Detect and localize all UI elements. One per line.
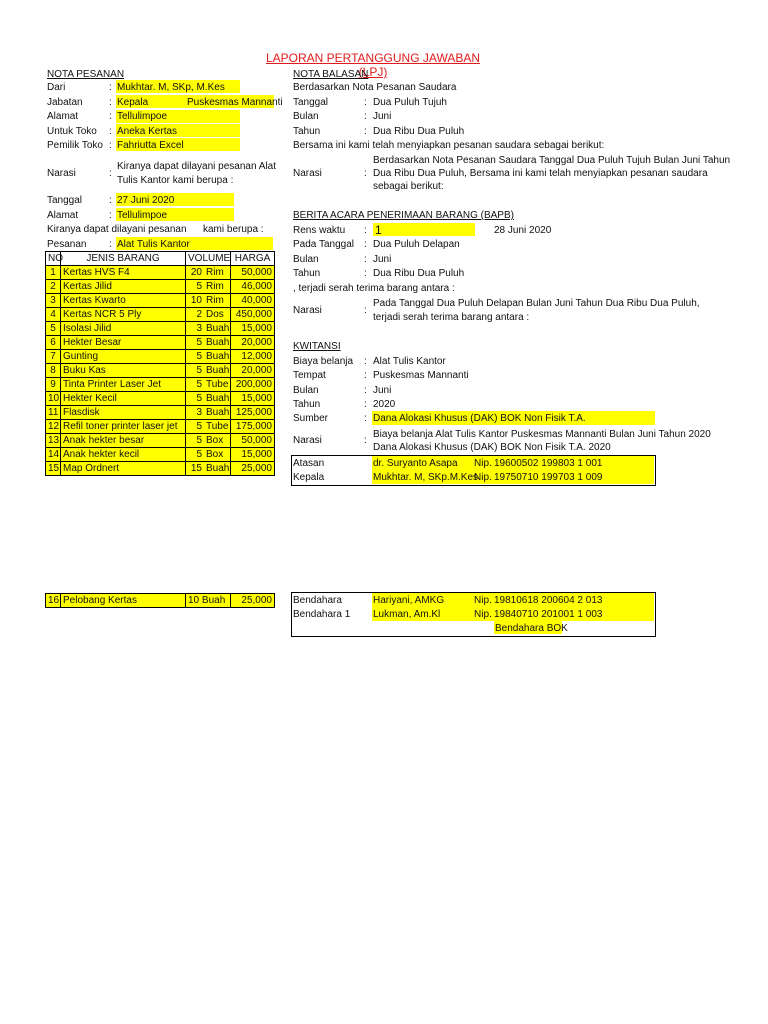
balasan-label: Bulan xyxy=(293,111,319,122)
balasan-narasi-line: Dua Ribu Dua Puluh, Bersama ini kami telah menyiapkan pesanan saudara xyxy=(373,168,708,179)
colon: : xyxy=(109,126,112,137)
signature-nip: 19750710 199703 1 009 xyxy=(494,472,603,483)
cell-no: 11 xyxy=(46,406,61,420)
cell-unit: Buah xyxy=(206,337,230,348)
field-value-jabatan: Kepala xyxy=(117,97,149,108)
signature-role: Bendahara 1 xyxy=(293,609,351,620)
cell-qty: 10 xyxy=(190,295,202,306)
cell-harga: 15,000 xyxy=(231,392,275,406)
cell-no: 16 xyxy=(46,594,61,608)
table-row xyxy=(46,266,275,280)
kwitansi-label: Sumber xyxy=(293,413,329,424)
cell-jenis-barang: Isolasi Jilid xyxy=(61,322,186,336)
narasi-line: Tulis Kantor kami berupa : xyxy=(117,175,234,186)
table-row xyxy=(46,448,275,462)
colon: : xyxy=(364,97,367,108)
rens-label: Rens waktu xyxy=(293,225,346,236)
cell-volume xyxy=(186,350,231,364)
rens-date: 28 Juni 2020 xyxy=(494,225,552,236)
cell-volume xyxy=(186,280,231,294)
colon: : xyxy=(364,413,367,424)
cell-jenis-barang: Refil toner printer laser jet xyxy=(61,420,186,434)
field-label-dari: Dari xyxy=(47,82,66,93)
cell-unit: Buah xyxy=(206,351,230,362)
cell-harga: 20,000 xyxy=(231,364,275,378)
header-no: NO xyxy=(46,252,61,266)
cell-jenis-barang: Kertas HVS F4 xyxy=(61,266,186,280)
table-row xyxy=(46,594,275,608)
cell-harga: 25,000 xyxy=(231,594,275,608)
cell-qty: 20 xyxy=(190,267,202,278)
bapb-value: Juni xyxy=(373,254,392,265)
signature-nip-label: Nip. xyxy=(474,609,492,620)
cell-jenis-barang: Kertas Kwarto xyxy=(61,294,186,308)
cell-no: 15 xyxy=(46,462,61,476)
cell-no: 6 xyxy=(46,336,61,350)
cell-harga: 15,000 xyxy=(231,322,275,336)
bapb-value: Dua Ribu Dua Puluh xyxy=(373,268,465,279)
cell-harga: 20,000 xyxy=(231,336,275,350)
cell-qty: 5 xyxy=(196,421,202,432)
signature-nip: 19600502 199803 1 001 xyxy=(494,458,603,469)
bapb-heading: BERITA ACARA PENERIMAAN BARANG (BAPB) xyxy=(293,210,514,221)
signature-name: Lukman, Am.Kl xyxy=(373,609,441,620)
cell-volume xyxy=(186,266,231,280)
signature-nip-label: Nip. xyxy=(474,458,492,469)
colon: : xyxy=(109,111,112,122)
cell-volume xyxy=(186,462,231,476)
items-table xyxy=(45,251,275,476)
cell-unit: Buah xyxy=(201,595,226,606)
table-header-row xyxy=(46,252,275,266)
balasan-narasi-label: Narasi xyxy=(293,168,322,179)
kwitansi-label: Biaya belanja xyxy=(293,356,354,367)
cell-jenis-barang: Kertas Jilid xyxy=(61,280,186,294)
field-value-jabatan-extra: Puskesmas Mannanti xyxy=(187,97,283,108)
cell-harga: 15,000 xyxy=(231,448,275,462)
cell-jenis-barang: Kertas NCR 5 Ply xyxy=(61,308,186,322)
cell-jenis-barang: Buku Kas xyxy=(61,364,186,378)
signature-name: Mukhtar. M, SKp.M.Kes xyxy=(373,472,479,483)
cell-volume xyxy=(186,294,231,308)
cell-unit: Buah xyxy=(206,463,230,474)
colon: : xyxy=(109,195,112,206)
cell-no: 2 xyxy=(46,280,61,294)
tanggal-value: 27 Juni 2020 xyxy=(117,195,175,206)
signature-role: Kepala xyxy=(293,472,325,483)
table-row xyxy=(46,294,275,308)
bapb-label: Bulan xyxy=(293,254,319,265)
bapb-serah: , terjadi serah terima barang antara : xyxy=(293,283,455,294)
cell-jenis-barang: Hekter Kecil xyxy=(61,392,186,406)
cell-unit: Buah xyxy=(206,407,230,418)
cell-volume xyxy=(186,322,231,336)
cell-no: 10 xyxy=(46,392,61,406)
kwitansi-label: Tempat xyxy=(293,370,326,381)
table-row xyxy=(46,406,275,420)
signature-role: Bendahara xyxy=(293,595,342,606)
cell-volume xyxy=(186,364,231,378)
cell-qty: 5 xyxy=(196,435,202,446)
table-row xyxy=(46,420,275,434)
cell-volume xyxy=(186,378,231,392)
signature-nip: 19840710 201001 1 003 xyxy=(494,609,603,620)
alamat-value: Tellulimpoe xyxy=(117,210,168,221)
colon: : xyxy=(109,168,112,179)
kwitansi-value: 2020 xyxy=(373,399,396,410)
colon: : xyxy=(364,111,367,122)
cell-jenis-barang: Hekter Besar xyxy=(61,336,186,350)
cell-harga: 175,000 xyxy=(231,420,275,434)
nota-balasan-intro: Berdasarkan Nota Pesanan Saudara xyxy=(293,82,457,93)
kwitansi-narasi-line: Biaya belanja Alat Tulis Kantor Puskesmas Mannanti Bulan Juni Tahun 2020 xyxy=(373,429,711,440)
table-row xyxy=(46,308,275,322)
kwitansi-narasi-line: Dana Alokasi Khusus (DAK) BOK Non Fisik T.A. 2020 xyxy=(373,442,611,453)
cell-harga: 46,000 xyxy=(231,280,275,294)
cell-qty: 2 xyxy=(196,309,202,320)
signature-name: dr. Suryanto Asapa xyxy=(373,458,458,469)
balasan-value: Dua Ribu Dua Puluh xyxy=(373,126,465,137)
kwitansi-value: Dana Alokasi Khusus (DAK) BOK Non Fisik T.A. xyxy=(373,413,586,424)
cell-volume xyxy=(186,336,231,350)
cell-no: 5 xyxy=(46,322,61,336)
cell-jenis-barang: Map Ordnert xyxy=(61,462,186,476)
cell-qty: 5 xyxy=(196,393,202,404)
nota-pesanan-heading: NOTA PESANAN xyxy=(47,69,125,80)
bapb-value: Dua Puluh Delapan xyxy=(373,239,460,250)
colon: : xyxy=(109,82,112,93)
colon: : xyxy=(364,399,367,410)
field-value-untuk-toko: Aneka Kertas xyxy=(117,126,178,137)
cell-harga: 50,000 xyxy=(231,434,275,448)
balasan-narasi-line: Berdasarkan Nota Pesanan Saudara Tanggal Dua Puluh Tujuh Bulan Juni Tahun xyxy=(373,155,731,166)
cell-harga: 200,000 xyxy=(231,378,275,392)
signature-nip: 19810618 200604 2 013 xyxy=(494,595,603,606)
balasan-value: Dua Puluh Tujuh xyxy=(373,97,447,108)
colon: : xyxy=(364,435,367,446)
cell-harga: 25,000 xyxy=(231,462,275,476)
cell-volume xyxy=(186,392,231,406)
cell-harga: 50,000 xyxy=(231,266,275,280)
cell-volume xyxy=(186,594,231,608)
table-row xyxy=(46,364,275,378)
bapb-narasi-label: Narasi xyxy=(293,305,322,316)
colon: : xyxy=(109,239,112,250)
cell-unit: Box xyxy=(206,435,224,446)
kwitansi-label: Tahun xyxy=(293,399,321,410)
table-row xyxy=(46,336,275,350)
cell-qty: 5 xyxy=(196,449,202,460)
colon: : xyxy=(109,140,112,151)
cell-no: 8 xyxy=(46,364,61,378)
nota-balasan-heading: NOTA BALASAN xyxy=(293,69,369,80)
tanggal-label: Tanggal xyxy=(47,195,83,206)
signature-nip-label: Nip. xyxy=(474,595,492,606)
field-label-untuk-toko: Untuk Toko xyxy=(47,126,97,137)
cell-no: 4 xyxy=(46,308,61,322)
table-row xyxy=(46,378,275,392)
cell-no: 7 xyxy=(46,350,61,364)
colon: : xyxy=(364,254,367,265)
cell-jenis-barang: Tinta Printer Laser Jet xyxy=(61,378,186,392)
cell-unit: Box xyxy=(206,449,224,460)
narasi-label: Narasi xyxy=(47,168,76,179)
colon: : xyxy=(364,168,367,179)
rens-value: 1 xyxy=(375,223,382,237)
cell-volume xyxy=(186,308,231,322)
cell-harga: 125,000 xyxy=(231,406,275,420)
kwitansi-value: Alat Tulis Kantor xyxy=(373,356,446,367)
header-volume: VOLUME xyxy=(186,252,231,266)
balasan-value: Juni xyxy=(373,111,392,122)
balasan-label: Tanggal xyxy=(293,97,329,108)
bapb-label: Tahun xyxy=(293,268,321,279)
field-label-jabatan: Jabatan xyxy=(47,97,83,108)
cell-unit: Buah xyxy=(206,365,230,376)
cell-unit: Dos xyxy=(206,309,224,320)
cell-harga: 450,000 xyxy=(231,308,275,322)
bapb-label: Pada Tanggal xyxy=(293,239,354,250)
cell-unit: Tube xyxy=(206,379,229,390)
cell-qty: 5 xyxy=(196,281,202,292)
balasan-narasi-line: sebagai berikut: xyxy=(373,181,444,192)
cell-no: 14 xyxy=(46,448,61,462)
cell-volume xyxy=(186,434,231,448)
signature-nip-label: Nip. xyxy=(474,472,492,483)
table-row xyxy=(46,392,275,406)
items-table-extra xyxy=(45,593,275,608)
field-value-pemilik-toko: Fahriutta Excel xyxy=(117,140,184,151)
kwitansi-value: Juni xyxy=(373,385,392,396)
field-label-alamat: Alamat xyxy=(47,111,79,122)
header-harga: HARGA xyxy=(231,252,275,266)
highlight xyxy=(373,223,475,236)
colon: : xyxy=(364,385,367,396)
bapb-narasi-line: Pada Tanggal Dua Puluh Delapan Bulan Juni Tahun Dua Ribu Dua Puluh, xyxy=(373,298,700,309)
cell-qty: 5 xyxy=(196,365,202,376)
cell-no: 3 xyxy=(46,294,61,308)
table-row xyxy=(46,350,275,364)
colon: : xyxy=(364,225,367,236)
cell-unit: Rim xyxy=(206,295,224,306)
cell-unit: Buah xyxy=(206,393,230,404)
cell-qty: 15 xyxy=(190,463,202,474)
cell-unit: Buah xyxy=(206,323,230,334)
colon: : xyxy=(364,268,367,279)
pesanan-label: Pesanan xyxy=(47,239,87,250)
table-row xyxy=(46,434,275,448)
cell-qty: 5 xyxy=(196,337,202,348)
pesanan-value: Alat Tulis Kantor xyxy=(117,239,190,250)
cell-volume xyxy=(186,420,231,434)
kwitansi-narasi-label: Narasi xyxy=(293,435,322,446)
colon: : xyxy=(364,370,367,381)
cell-volume xyxy=(186,448,231,462)
bendahara-bok-label: Bendahara BOK xyxy=(495,623,568,634)
alamat-label: Alamat xyxy=(47,210,79,221)
cell-jenis-barang: Anak hekter besar xyxy=(61,434,186,448)
balasan-bersama: Bersama ini kami telah menyiapkan pesanan saudara sebagai berikut: xyxy=(293,140,605,151)
bapb-narasi-line: terjadi serah terima barang antara : xyxy=(373,312,530,323)
cell-jenis-barang: Gunting xyxy=(61,350,186,364)
colon: : xyxy=(109,210,112,221)
cell-no: 9 xyxy=(46,378,61,392)
field-label-pemilik-toko: Pemilik Toko xyxy=(47,140,103,151)
cell-harga: 40,000 xyxy=(231,294,275,308)
balasan-label: Tahun xyxy=(293,126,321,137)
kiranya-text-2: kami berupa : xyxy=(203,224,264,235)
field-value-dari: Mukhtar. M, SKp, M.Kes xyxy=(117,82,225,93)
colon: : xyxy=(364,239,367,250)
colon: : xyxy=(364,356,367,367)
kiranya-text: Kiranya dapat dilayani pesanan xyxy=(47,224,187,235)
cell-harga: 12,000 xyxy=(231,350,275,364)
kwitansi-heading: KWITANSI xyxy=(293,341,341,352)
colon: : xyxy=(109,97,112,108)
header-jenis-barang: JENIS BARANG xyxy=(61,252,186,266)
report-title: LAPORAN PERTANGGUNG JAWABAN (LPJ) xyxy=(265,51,481,79)
cell-jenis-barang: Pelobang Kertas xyxy=(61,594,186,608)
cell-qty: 10 xyxy=(188,595,200,606)
cell-no: 1 xyxy=(46,266,61,280)
cell-qty: 5 xyxy=(196,351,202,362)
signature-role: Atasan xyxy=(293,458,325,469)
cell-jenis-barang: Anak hekter kecil xyxy=(61,448,186,462)
cell-no: 13 xyxy=(46,434,61,448)
table-row xyxy=(46,462,275,476)
kwitansi-value: Puskesmas Mannanti xyxy=(373,370,469,381)
cell-qty: 5 xyxy=(196,379,202,390)
narasi-line: Kiranya dapat dilayani pesanan Alat xyxy=(117,161,277,172)
cell-no: 12 xyxy=(46,420,61,434)
kwitansi-label: Bulan xyxy=(293,385,319,396)
cell-qty: 3 xyxy=(196,323,202,334)
field-value-alamat: Tellulimpoe xyxy=(117,111,168,122)
cell-volume xyxy=(186,406,231,420)
cell-unit: Tube xyxy=(206,421,229,432)
colon: : xyxy=(364,305,367,316)
signature-name: Hariyani, AMKG xyxy=(373,595,445,606)
table-row xyxy=(46,280,275,294)
colon: : xyxy=(364,126,367,137)
cell-jenis-barang: Flasdisk xyxy=(61,406,186,420)
cell-unit: Rim xyxy=(206,281,224,292)
cell-unit: Rim xyxy=(206,267,224,278)
table-row xyxy=(46,322,275,336)
cell-qty: 3 xyxy=(196,407,202,418)
